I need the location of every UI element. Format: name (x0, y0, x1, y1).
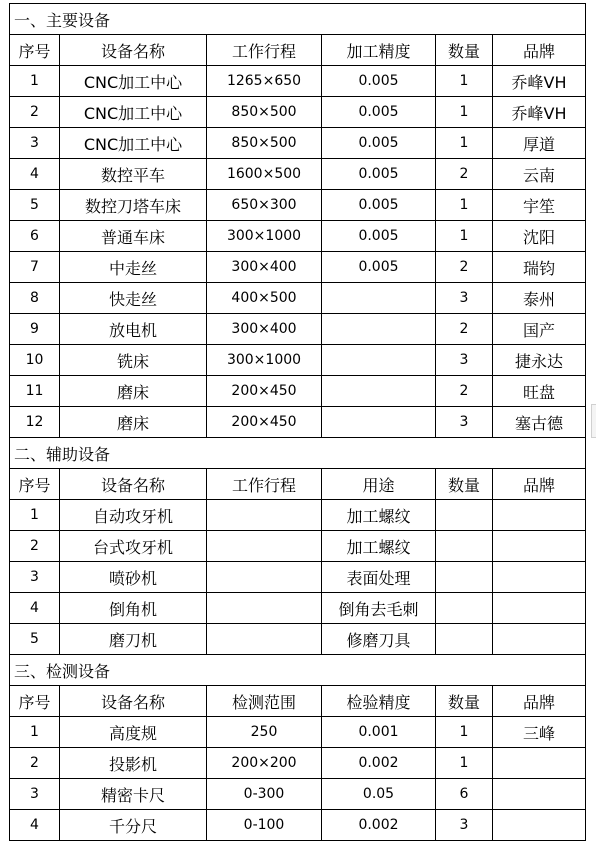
table-cell: 数控刀塔车床 (60, 190, 207, 221)
column-header: 用途 (322, 469, 436, 500)
table-cell: 0.05 (322, 779, 436, 810)
table-cell: 0.005 (322, 252, 436, 283)
table-cell: 0.005 (322, 190, 436, 221)
table-cell: 1600×500 (207, 159, 322, 190)
table-cell: 表面处理 (322, 562, 436, 593)
table-cell (322, 376, 436, 407)
table-cell: 2 (10, 531, 60, 562)
table-cell: 云南 (493, 159, 586, 190)
table-cell: 2 (10, 748, 60, 779)
table-cell: 精密卡尺 (60, 779, 207, 810)
table-cell: 乔峰VH (493, 97, 586, 128)
table-cell: CNC加工中心 (60, 97, 207, 128)
table-cell: 850×500 (207, 97, 322, 128)
table-cell: 1 (436, 128, 493, 159)
table-cell: 0.005 (322, 66, 436, 97)
column-header: 设备名称 (60, 35, 207, 66)
table-cell: 300×1000 (207, 221, 322, 252)
table-cell: 沈阳 (493, 221, 586, 252)
table-row (10, 562, 586, 593)
table-cell: 12 (10, 407, 60, 438)
table-row (10, 128, 586, 159)
table-cell: 高度规 (60, 717, 207, 748)
table-cell (207, 593, 322, 624)
table-cell: 捷永达 (493, 345, 586, 376)
table-cell: 投影机 (60, 748, 207, 779)
table-cell: 11 (10, 376, 60, 407)
table-row (10, 748, 586, 779)
table-cell: 快走丝 (60, 283, 207, 314)
table-row (10, 407, 586, 438)
table-row (10, 500, 586, 531)
table-cell: 0-100 (207, 810, 322, 841)
table-row (10, 283, 586, 314)
table-cell: 2 (10, 97, 60, 128)
scrollbar-handle[interactable] (591, 404, 596, 438)
table-cell (322, 345, 436, 376)
table-cell: 200×200 (207, 748, 322, 779)
table-cell: 宇笙 (493, 190, 586, 221)
table-cell: 3 (10, 562, 60, 593)
table-cell (207, 531, 322, 562)
table-cell (322, 314, 436, 345)
table-cell: 磨床 (60, 376, 207, 407)
table-cell: 0.002 (322, 748, 436, 779)
equipment-table (9, 3, 586, 841)
column-header: 品牌 (493, 469, 586, 500)
column-header: 工作行程 (207, 469, 322, 500)
table-cell: 3 (436, 407, 493, 438)
table-cell: 3 (10, 128, 60, 159)
column-header: 数量 (436, 35, 493, 66)
table-cell: 650×300 (207, 190, 322, 221)
table-row (10, 252, 586, 283)
table-cell: 400×500 (207, 283, 322, 314)
table-cell (207, 500, 322, 531)
table-cell: 1 (436, 221, 493, 252)
table-cell (493, 500, 586, 531)
table-cell: 国产 (493, 314, 586, 345)
table-cell (436, 500, 493, 531)
table-cell: 3 (436, 810, 493, 841)
table-cell: 中走丝 (60, 252, 207, 283)
table-cell (322, 407, 436, 438)
table-row (10, 376, 586, 407)
section-title-row (10, 655, 586, 686)
table-cell: 0.005 (322, 159, 436, 190)
table-cell (207, 624, 322, 655)
table-cell: CNC加工中心 (60, 66, 207, 97)
table-cell (322, 283, 436, 314)
table-row (10, 593, 586, 624)
table-header-row (10, 469, 586, 500)
table-cell: 加工螺纹 (322, 500, 436, 531)
table-cell: 铣床 (60, 345, 207, 376)
table-row (10, 779, 586, 810)
table-cell (493, 810, 586, 841)
table-row (10, 190, 586, 221)
table-cell (493, 593, 586, 624)
table-cell: 三峰 (493, 717, 586, 748)
table-cell: 乔峰VH (493, 66, 586, 97)
table-cell: 5 (10, 624, 60, 655)
table-row (10, 221, 586, 252)
column-header: 工作行程 (207, 35, 322, 66)
table-cell: 300×400 (207, 252, 322, 283)
table-cell (493, 748, 586, 779)
table-row (10, 810, 586, 841)
section-title-row (10, 4, 586, 35)
table-cell (493, 779, 586, 810)
table-row (10, 531, 586, 562)
table-cell: 4 (10, 593, 60, 624)
table-cell: 厚道 (493, 128, 586, 159)
table-cell: 倒角去毛刺 (322, 593, 436, 624)
column-header: 加工精度 (322, 35, 436, 66)
table-cell: 磨床 (60, 407, 207, 438)
table-row (10, 97, 586, 128)
table-cell: 1265×650 (207, 66, 322, 97)
section-title: 三、检测设备 (10, 655, 586, 686)
table-cell: 台式攻牙机 (60, 531, 207, 562)
column-header: 品牌 (493, 686, 586, 717)
table-cell: 2 (436, 314, 493, 345)
table-cell: 加工螺纹 (322, 531, 436, 562)
section-title-row (10, 438, 586, 469)
table-header-row (10, 35, 586, 66)
column-header: 设备名称 (60, 686, 207, 717)
table-cell: 0.001 (322, 717, 436, 748)
table-cell: 6 (10, 221, 60, 252)
table-cell: 9 (10, 314, 60, 345)
table-cell: 数控平车 (60, 159, 207, 190)
table-cell: 1 (10, 500, 60, 531)
column-header: 序号 (10, 35, 60, 66)
table-cell (493, 624, 586, 655)
table-cell: 2 (436, 376, 493, 407)
table-cell: 250 (207, 717, 322, 748)
table-cell: 普通车床 (60, 221, 207, 252)
table-cell: 泰州 (493, 283, 586, 314)
column-header: 数量 (436, 686, 493, 717)
column-header: 品牌 (493, 35, 586, 66)
table-row (10, 314, 586, 345)
table-cell: 1 (436, 190, 493, 221)
table-cell: 0-300 (207, 779, 322, 810)
table-cell: 1 (436, 97, 493, 128)
table-cell: 1 (436, 748, 493, 779)
table-cell (436, 531, 493, 562)
table-cell: 300×1000 (207, 345, 322, 376)
table-cell: 自动攻牙机 (60, 500, 207, 531)
table-cell: 3 (10, 779, 60, 810)
table-cell: 300×400 (207, 314, 322, 345)
table-cell: 1 (436, 717, 493, 748)
table-row (10, 624, 586, 655)
table-cell: 塞古德 (493, 407, 586, 438)
table-cell: 4 (10, 159, 60, 190)
table-cell: 1 (10, 66, 60, 97)
table-cell (436, 562, 493, 593)
table-cell: 0.005 (322, 97, 436, 128)
table-cell: 千分尺 (60, 810, 207, 841)
table-cell: CNC加工中心 (60, 128, 207, 159)
table-cell: 倒角机 (60, 593, 207, 624)
column-header: 检验精度 (322, 686, 436, 717)
table-cell: 瑞钧 (493, 252, 586, 283)
table-row (10, 345, 586, 376)
section-title: 二、辅助设备 (10, 438, 586, 469)
table-cell: 4 (10, 810, 60, 841)
table-header-row (10, 686, 586, 717)
table-cell: 0.002 (322, 810, 436, 841)
table-cell (436, 624, 493, 655)
table-cell: 磨刀机 (60, 624, 207, 655)
table-cell: 0.005 (322, 128, 436, 159)
table-cell: 修磨刀具 (322, 624, 436, 655)
table-cell: 放电机 (60, 314, 207, 345)
column-header: 序号 (10, 469, 60, 500)
section-title: 一、主要设备 (10, 4, 586, 35)
table-cell: 3 (436, 345, 493, 376)
column-header: 数量 (436, 469, 493, 500)
table-cell: 200×450 (207, 376, 322, 407)
table-cell (493, 562, 586, 593)
table-cell: 10 (10, 345, 60, 376)
table-row (10, 159, 586, 190)
table-row (10, 66, 586, 97)
table-cell (436, 593, 493, 624)
table-cell: 6 (436, 779, 493, 810)
table-cell: 喷砂机 (60, 562, 207, 593)
table-row (10, 717, 586, 748)
table-cell: 8 (10, 283, 60, 314)
table-cell: 2 (436, 252, 493, 283)
table-cell: 200×450 (207, 407, 322, 438)
table-cell: 旺盘 (493, 376, 586, 407)
table-cell (493, 531, 586, 562)
table-cell: 2 (436, 159, 493, 190)
table-cell: 1 (436, 66, 493, 97)
column-header: 检测范围 (207, 686, 322, 717)
column-header: 序号 (10, 686, 60, 717)
table-cell: 3 (436, 283, 493, 314)
table-cell: 0.005 (322, 221, 436, 252)
table-cell: 1 (10, 717, 60, 748)
table-cell: 7 (10, 252, 60, 283)
table-cell (207, 562, 322, 593)
column-header: 设备名称 (60, 469, 207, 500)
table-cell: 850×500 (207, 128, 322, 159)
table-cell: 5 (10, 190, 60, 221)
